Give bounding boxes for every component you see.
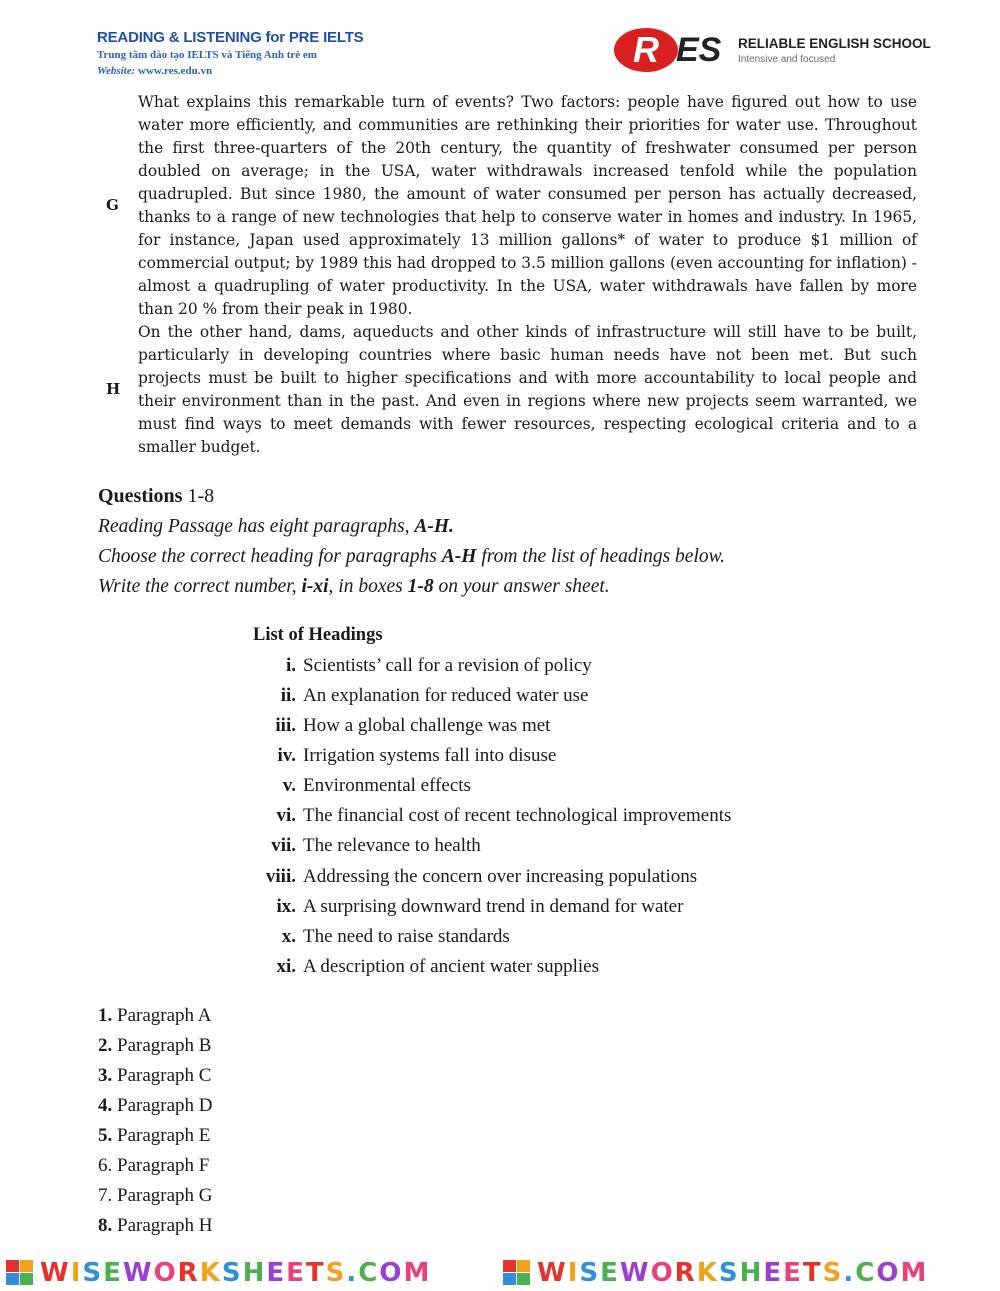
answer-item <box>98 1065 211 1087</box>
heading-text: A description of ancient water supplies <box>303 956 600 977</box>
heading-item <box>0 896 900 926</box>
heading-text: How a global challenge was met <box>303 715 551 736</box>
heading-numeral: viii. <box>265 866 296 887</box>
watermark-letter: E <box>783 1258 803 1288</box>
heading-item <box>0 745 900 775</box>
instr1-range: A-H. <box>414 516 454 537</box>
watermark-letter: C <box>855 1258 877 1288</box>
heading-item <box>0 835 900 865</box>
watermark-letter: S <box>579 1258 601 1288</box>
questions-title <box>98 485 214 508</box>
heading-text: The need to raise standards <box>303 926 510 947</box>
heading-text: Scientists’ call for a revision of policy <box>303 655 592 676</box>
heading-numeral: iii. <box>275 715 296 736</box>
heading-item <box>0 685 900 715</box>
answer-item <box>98 1155 209 1177</box>
heading-text: The financial cost of recent technological improvements <box>303 805 732 826</box>
heading-item <box>0 926 900 956</box>
watermark-letter: E <box>763 1258 784 1288</box>
heading-text: Environmental effects <box>303 775 471 796</box>
heading-numeral: v. <box>282 775 296 796</box>
header-website <box>97 65 212 77</box>
heading-numeral: vi. <box>276 805 296 826</box>
heading-item <box>0 805 900 835</box>
watermark-text <box>537 1258 928 1288</box>
watermark-letter: S <box>718 1258 740 1288</box>
wiseworksheets-logo-icon <box>503 1260 531 1286</box>
answer-number: 3. <box>98 1065 113 1086</box>
watermark-letter: S <box>82 1258 104 1288</box>
watermark-letter: H <box>242 1258 267 1288</box>
watermark-letter: O <box>153 1258 178 1288</box>
heading-text: A surprising downward trend in demand for water <box>303 896 684 917</box>
answer-item <box>98 1185 213 1207</box>
watermark-letter: . <box>346 1258 359 1288</box>
questions-title-range: 1-8 <box>187 485 215 507</box>
instruction-line-1 <box>98 516 454 538</box>
footer-watermark <box>0 1252 1000 1291</box>
watermark-letter: O <box>650 1258 675 1288</box>
watermark-letter: S <box>221 1258 243 1288</box>
watermark-letter: W <box>619 1258 651 1288</box>
watermark-text <box>40 1258 431 1288</box>
school-name: RELIABLE ENGLISH SCHOOL <box>738 36 931 51</box>
instr3-text-mid: , in boxes <box>328 576 403 597</box>
answer-label: Paragraph F <box>117 1155 210 1176</box>
watermark-letter: E <box>103 1258 123 1288</box>
answer-number: 4. <box>98 1095 113 1116</box>
questions-title-word: Questions <box>98 485 183 507</box>
watermark-letter: I <box>70 1258 83 1288</box>
answer-number: 2. <box>98 1035 113 1056</box>
instr3-text: Write the correct number, <box>98 576 297 597</box>
watermark-letter: S <box>325 1258 347 1288</box>
header-subtitle: Trung tâm đào tạo IELTS và Tiếng Anh trẻ em <box>97 49 317 61</box>
answer-label: Paragraph E <box>117 1125 211 1146</box>
website-label: Website: <box>97 65 136 77</box>
watermark-letter: H <box>739 1258 764 1288</box>
answer-item <box>98 1125 210 1147</box>
answer-item <box>98 1095 213 1117</box>
watermark-letter: W <box>537 1258 568 1288</box>
watermark-letter: O <box>379 1258 404 1288</box>
paragraph-h-text: On the other hand, dams, aqueducts and other kinds of infrastructure will still have to be built, particularly in developing countries where basic human needs have not been met. But such projects must be built to higher specifications and with more accountability to local people and their environment than in the past. And even in regions where new projects seem warranted, we must find ways to meet demands with fewer resources, respecting ecological criteria and to a smaller budget. <box>138 323 917 456</box>
watermark-letter: O <box>876 1258 901 1288</box>
watermark-letter: M <box>900 1258 929 1288</box>
instr3-text-end: on your answer sheet. <box>438 576 610 597</box>
heading-item <box>0 956 900 986</box>
page-header <box>0 0 1000 92</box>
heading-item <box>0 775 900 805</box>
paragraph-letter-h: H <box>106 380 121 398</box>
answer-item <box>98 1215 213 1237</box>
watermark-letter: T <box>802 1258 823 1288</box>
answer-number: 8. <box>98 1215 113 1236</box>
heading-item <box>0 866 900 896</box>
instruction-line-2 <box>98 546 725 568</box>
instruction-line-3 <box>98 576 610 598</box>
watermark-letter: K <box>696 1258 719 1288</box>
instr2-range: A-H <box>441 546 477 567</box>
answer-label: Paragraph H <box>117 1215 213 1236</box>
watermark-letter: . <box>843 1258 856 1288</box>
watermark-letter: E <box>286 1258 306 1288</box>
heading-numeral: xi. <box>276 956 296 977</box>
heading-numeral: ix. <box>276 896 296 917</box>
watermark-letter: C <box>358 1258 380 1288</box>
website-url: www.res.edu.vn <box>138 65 213 77</box>
answer-number: 1. <box>98 1005 113 1026</box>
heading-numeral: iv. <box>277 745 296 766</box>
watermark-letter: W <box>40 1258 71 1288</box>
paragraph-letter-g: G <box>106 196 119 214</box>
watermark-letter: E <box>600 1258 620 1288</box>
answer-label: Paragraph A <box>117 1005 212 1026</box>
watermark-letter: R <box>177 1258 200 1288</box>
heading-text: An explanation for reduced water use <box>303 685 589 706</box>
watermark-letter: R <box>674 1258 697 1288</box>
answer-number: 5. <box>98 1125 113 1146</box>
heading-numeral: vii. <box>271 835 296 856</box>
list-of-headings-title: List of Headings <box>253 625 383 645</box>
answer-item <box>98 1005 211 1027</box>
heading-text: The relevance to health <box>303 835 481 856</box>
watermark-letter: E <box>266 1258 287 1288</box>
heading-text: Addressing the concern over increasing populations <box>303 866 698 887</box>
res-logo <box>614 28 931 72</box>
watermark-letter: K <box>199 1258 222 1288</box>
heading-item <box>0 655 900 685</box>
watermark-letter: S <box>822 1258 844 1288</box>
school-tagline: Intensive and focused <box>738 54 836 65</box>
answer-item <box>98 1035 211 1057</box>
heading-text: Irrigation systems fall into disuse <box>303 745 557 766</box>
heading-numeral: x. <box>281 926 296 947</box>
answer-label: Paragraph C <box>117 1065 212 1086</box>
answer-label: Paragraph D <box>117 1095 213 1116</box>
logo-r-mark: R <box>614 28 678 72</box>
watermark-letter: T <box>305 1258 326 1288</box>
watermark-letter: W <box>122 1258 154 1288</box>
answer-number: 7. <box>98 1185 113 1206</box>
instr3-boxes: 1-8 <box>407 576 434 597</box>
paragraph-g-text: What explains this remarkable turn of events? Two factors: people have figured out how to use water more efficiently, and communities are rethinking their priorities for water use. Throughout the first three-quarters of the 20th century, the quantity of freshwater consumed per person doubled on average; in the USA, water withdrawals increased tenfold while the population quadrupled. But since 1980, the amount of water consumed per person has actually decreased, thanks to a range of new technologies that help to conserve water in homes and industry. In 1965, for instance, Japan used approximately 13 million gallons* of water to produce $1 million of commercial output; by 1989 this had dropped to 3.5 million gallons (even accounting for inflation) - almost a quadrupling of water productivity. In the USA, water withdrawals have fallen by more than 20 % from their peak in 1980. <box>138 93 917 318</box>
instr1-text: Reading Passage has eight paragraphs, <box>98 516 410 537</box>
instr2-text: Choose the correct heading for paragraphs <box>98 546 437 567</box>
instr2-text-end: from the list of headings below. <box>481 546 726 567</box>
instr3-numerals: i-xi <box>301 576 329 597</box>
watermark-letter: M <box>403 1258 432 1288</box>
heading-numeral: ii. <box>280 685 296 706</box>
heading-item <box>0 715 900 745</box>
logo-es-mark: ES <box>676 31 722 69</box>
header-title: READING & LISTENING for PRE IELTS <box>97 29 364 46</box>
heading-numeral: i. <box>285 655 296 676</box>
watermark-letter: I <box>567 1258 580 1288</box>
answer-number: 6. <box>98 1155 113 1176</box>
answer-label: Paragraph B <box>117 1035 212 1056</box>
wiseworksheets-logo-icon <box>6 1260 34 1286</box>
answer-label: Paragraph G <box>117 1185 213 1206</box>
